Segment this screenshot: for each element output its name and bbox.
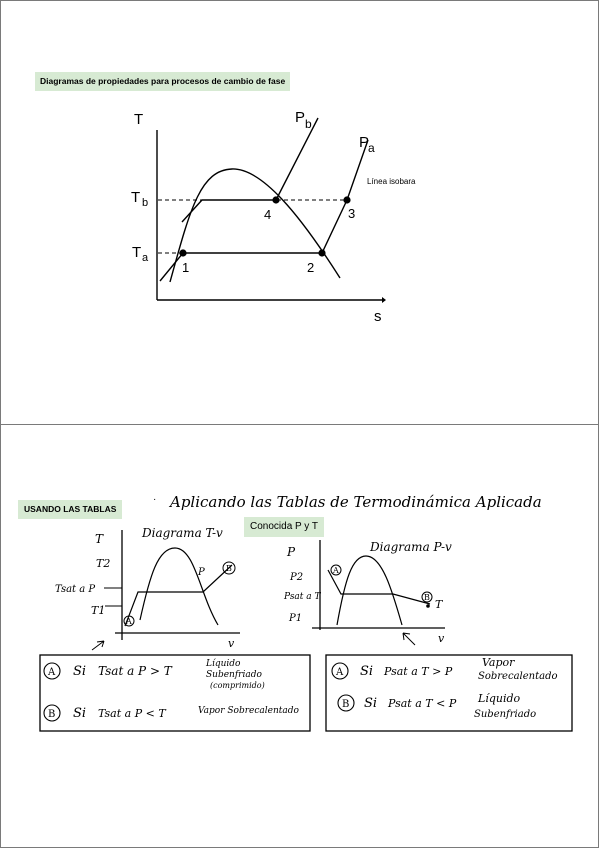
right-b-si: Si bbox=[364, 696, 378, 711]
point-label-4: 4 bbox=[264, 207, 272, 222]
tv-arrow-1 bbox=[92, 641, 104, 650]
right-a-result-2: Sobrecalentado bbox=[478, 671, 558, 682]
known-properties-tag: Conocida P y T bbox=[244, 517, 324, 537]
left-b-result: Vapor Sobrecalentado bbox=[198, 706, 299, 716]
tv-point-a: A bbox=[126, 617, 132, 626]
pv-x-label: v bbox=[438, 632, 445, 645]
tv-p-label: P bbox=[198, 567, 205, 578]
left-a-result-2: Subenfriado bbox=[206, 670, 262, 680]
tv-x-label: v bbox=[228, 637, 235, 650]
point-label-3: 3 bbox=[348, 206, 356, 221]
right-a-result-1: Vapor bbox=[482, 656, 515, 669]
left-a-condition: Tsat a P > T bbox=[98, 664, 172, 678]
pv-point-a: A bbox=[333, 566, 339, 575]
pv-p2-label: P2 bbox=[290, 572, 304, 583]
tv-y-label: T bbox=[95, 532, 104, 546]
isobar-label: Línea isobara bbox=[367, 177, 416, 186]
left-b-letter: B bbox=[48, 709, 56, 720]
pv-t-label: T bbox=[435, 598, 443, 611]
pv-diagram-title: Diagrama P-v bbox=[370, 540, 452, 554]
right-b-letter: B bbox=[342, 699, 350, 710]
left-a-letter: A bbox=[48, 667, 56, 678]
y-axis-label: T bbox=[134, 111, 144, 128]
section-tag: USANDO LAS TABLAS bbox=[18, 500, 122, 519]
pv-psat-label: Psat a T bbox=[284, 592, 321, 602]
pv-point-b: B bbox=[424, 593, 430, 602]
pa-subscript: a bbox=[368, 141, 375, 155]
pv-isotherm bbox=[328, 570, 430, 604]
tv-diagram-title: Diagrama T-v bbox=[142, 526, 223, 540]
tb-label: T bbox=[131, 189, 141, 206]
right-b-result-2: Subenfriado bbox=[474, 709, 537, 720]
pb-subscript: b bbox=[305, 117, 312, 131]
pa-label: P bbox=[359, 134, 370, 151]
tv-point-b: B bbox=[226, 564, 232, 573]
left-a-result-1: Líquido bbox=[206, 659, 241, 669]
left-a-si: Si bbox=[73, 664, 87, 679]
right-b-condition: Psat a T < P bbox=[388, 697, 457, 710]
tv-t1-label: T1 bbox=[91, 604, 106, 617]
pv-p1-label: P1 bbox=[289, 613, 303, 624]
slide-title: Diagramas de propiedades para procesos de cambio de fase bbox=[35, 72, 290, 91]
bullet-dot: · bbox=[153, 494, 157, 505]
left-b-si: Si bbox=[73, 706, 87, 721]
ta-label: T bbox=[132, 244, 142, 261]
tv-dome bbox=[140, 548, 218, 625]
left-a-result-3: (comprimido) bbox=[210, 681, 265, 690]
pv-arrow-1 bbox=[403, 633, 415, 645]
right-a-letter: A bbox=[336, 667, 344, 678]
tv-tsat-label: Tsat a P bbox=[55, 584, 96, 595]
pv-y-label: P bbox=[287, 545, 296, 559]
point-label-1: 1 bbox=[182, 260, 190, 275]
handwritten-title: Aplicando las Tablas de Termodinámica Aplicada bbox=[170, 493, 542, 511]
right-b-result-1: Líquido bbox=[478, 692, 521, 705]
pv-point-dot bbox=[426, 604, 430, 608]
left-b-condition: Tsat a P < T bbox=[98, 707, 166, 720]
tv-t2-label: T2 bbox=[96, 557, 111, 570]
point-label-2: 2 bbox=[307, 260, 315, 275]
ta-subscript: a bbox=[142, 252, 149, 264]
right-a-si: Si bbox=[360, 664, 374, 679]
right-a-condition: Psat a T > P bbox=[384, 665, 453, 678]
pb-label: P bbox=[295, 109, 306, 126]
x-axis-label: s bbox=[374, 308, 382, 325]
tb-subscript: b bbox=[142, 197, 149, 209]
pv-dome bbox=[337, 556, 402, 625]
